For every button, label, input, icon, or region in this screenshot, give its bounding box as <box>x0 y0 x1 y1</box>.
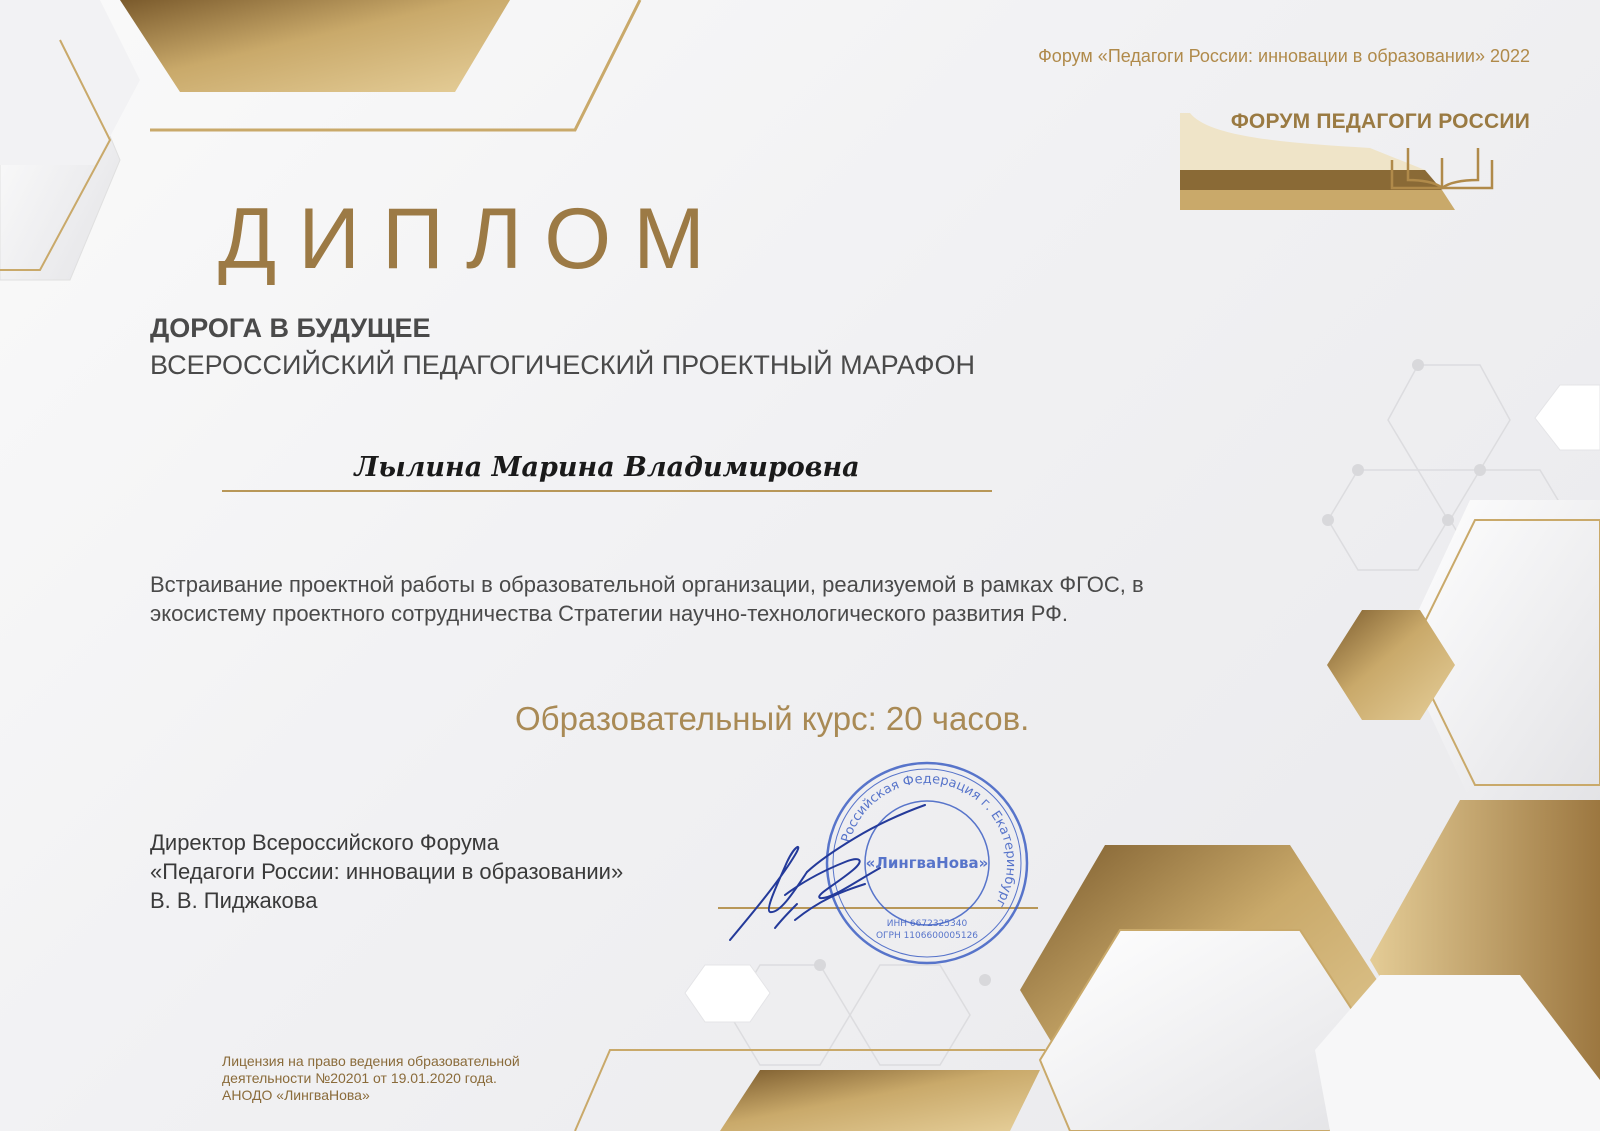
stamp-outer-text: Российская Федерация г. Екатеринбург <box>838 771 1019 910</box>
gold-band-bottom <box>720 1070 1040 1131</box>
license-line-1: Лицензия на право ведения образовательной <box>222 1053 520 1069</box>
event-subtitle: ВСЕРОССИЙСКИЙ ПЕДАГОГИЧЕСКИЙ ПРОЕКТНЫЙ МАРАФОН <box>150 350 975 380</box>
license-line-3: АНОДО «ЛингваНова» <box>222 1087 370 1103</box>
gold-band-top <box>120 0 510 92</box>
course-description: Встраивание проектной работы в образовательной организации, реализуемой в рамках ФГОС, в экосистему проектного сотрудничества Стратегии научно-технологического развития РФ. <box>150 572 1144 626</box>
signer-position: Директор Всероссийского Форума <box>150 830 499 855</box>
forum-logo <box>1180 108 1530 218</box>
hexagon-small-white-right <box>1535 385 1600 450</box>
course-hours: Образовательный курс: 20 часов. <box>515 700 1030 737</box>
diploma-title: ДИПЛОМ <box>218 191 727 287</box>
signature <box>725 800 965 945</box>
license-line-2: деятельности №20201 от 19.01.2020 года. <box>222 1070 497 1086</box>
hexagon-small-white-bottom <box>685 965 770 1022</box>
stamp-center-text: «ЛингваНова» <box>865 854 989 872</box>
logo-title: ФОРУМ ПЕДАГОГИ РОССИИ <box>1230 110 1530 133</box>
recipient-name: Лылина Марина Владимировна <box>354 452 860 483</box>
license-info <box>222 1053 520 1104</box>
stamp-ogrn: ОГРН 1106600005126 <box>875 931 979 941</box>
stamp-inn: ИНН 6672325340 <box>886 919 968 929</box>
signer-organization: «Педагоги России: инновации в образовании» <box>150 859 624 884</box>
event-title: ДОРОГА В БУДУЩЕЕ <box>150 313 431 343</box>
signer-name: В. В. Пиджакова <box>150 888 318 913</box>
hexagon-top-left-white-2 <box>0 0 140 165</box>
recipient-underline <box>222 490 992 492</box>
signer-block <box>150 828 623 915</box>
forum-header-line: Форум «Педагоги России: инновации в образовании» 2022 <box>1038 46 1530 66</box>
